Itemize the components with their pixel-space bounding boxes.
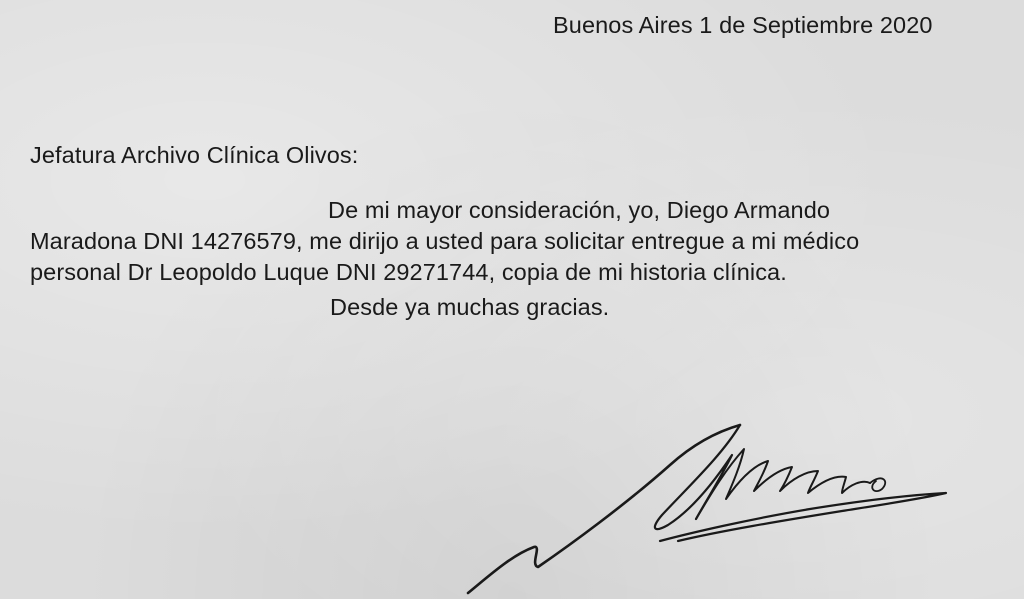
body-line-3: personal Dr Leopoldo Luque DNI 29271744, copia de mi historia clínica. <box>30 259 787 285</box>
body-line-1: De mi mayor consideración, yo, Diego Armando <box>328 197 831 223</box>
letter-date: Buenos Aires 1 de Septiembre 2020 <box>553 12 933 38</box>
signature-underline <box>660 493 946 541</box>
signature-letters <box>696 449 870 519</box>
signature-loop-stroke <box>655 425 740 529</box>
signature-end-loop <box>870 478 885 491</box>
body-line-2: Maradona DNI 14276579, me dirijo a usted para solicitar entregue a mi médico <box>30 228 860 254</box>
signature-main-stroke <box>468 425 740 593</box>
letter-closing: Desde ya muchas gracias. <box>330 294 610 320</box>
letter-recipient: Jefatura Archivo Clínica Olivos: <box>30 142 359 168</box>
handwritten-signature <box>450 415 960 599</box>
